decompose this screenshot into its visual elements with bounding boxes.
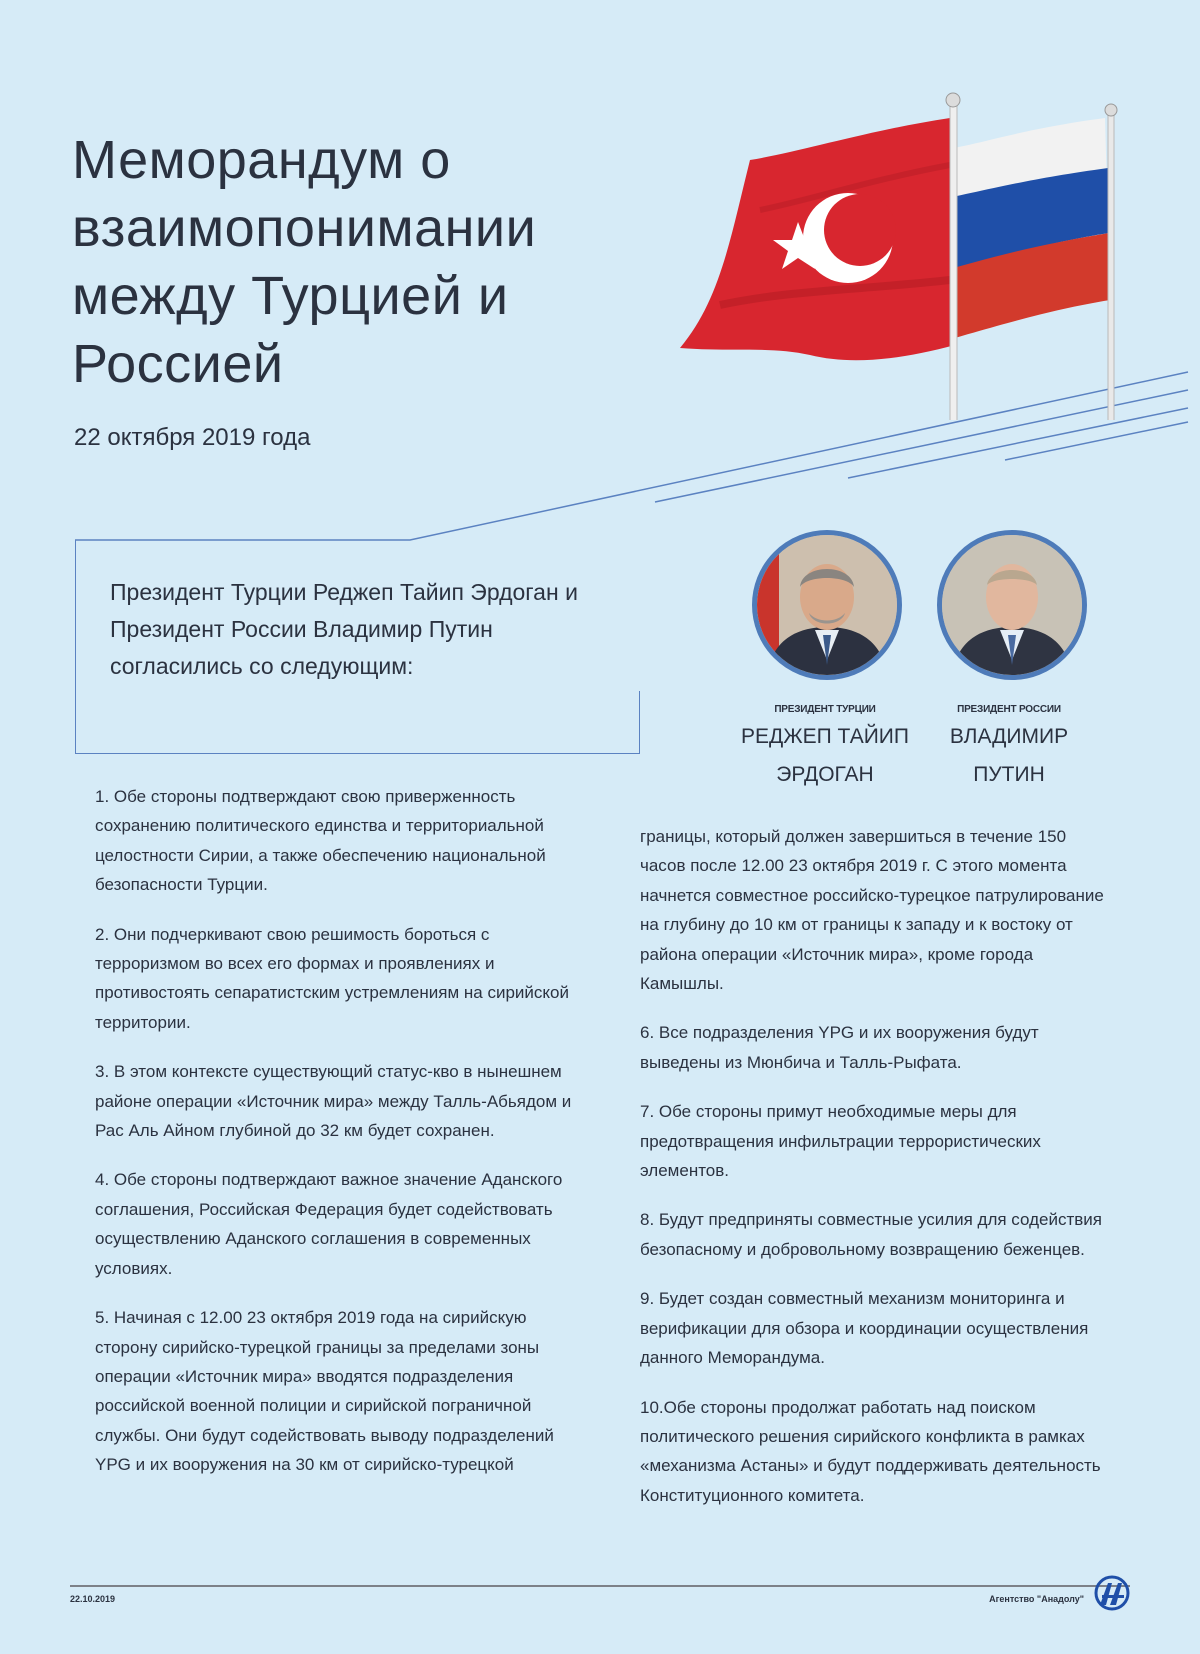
point-10: 10.Обе стороны продолжат работать над поиском политического решения сирийского конфликта в рамках «механизма Астаны» и будут поддерживать деятельность Конституционного комитета. (640, 1397, 1101, 1505)
memorandum-date: 22 октября 2019 года (74, 424, 311, 451)
point-6: 6. Все подразделения YPG и их вооружения будут выведены из Мюнбича и Талль-Рыфата. (640, 1023, 1039, 1072)
erdogan-role: ПРЕЗИДЕНТ ТУРЦИИ (774, 704, 876, 715)
erdogan-name-line2: ЭРДОГАН (776, 763, 874, 786)
point-8: 8. Будут предприняты совместные усилия для содействия безопасному и добровольному возвращению беженцев. (640, 1210, 1102, 1259)
putin-portrait (937, 530, 1087, 680)
putin-role: ПРЕЗИДЕНТ РОССИИ (957, 704, 1061, 715)
point-9: 9. Будет создан совместный механизм мониторинга и верификации для обзора и координации осуществления данного Меморандума. (640, 1289, 1089, 1368)
putin-name-line1: ВЛАДИМИР (949, 725, 1069, 748)
flags-illustration (650, 90, 1130, 420)
anadolu-logo-icon (1092, 1575, 1132, 1611)
footer-agency: Агентство "Анадолу" (989, 1594, 1084, 1604)
erdogan-name-line1: РЕДЖЕП ТАЙИП (741, 725, 909, 748)
point-5: 5. Начиная с 12.00 23 октября 2019 года на сирийскую сторону сирийско-турецкой границы за пределами зоны операции «Источник мира» вводятся подразделения российской военной полиции и сирийской пограничной службы. Они будут содействовать выводу подразделений YPG и их вооружения на 30 км от сирийско-турецкой (95, 1308, 554, 1475)
point-5-continued: границы, который должен завершиться в течение 150 часов после 12.00 23 октября 2019 г. С этого момента начнется совместное российско-турецкое патрулирование на глубину до 10 км от границы к западу и к востоку от района операции «Источник мира», кроме города Камышлы. (640, 827, 1104, 994)
point-3: 3. В этом контексте существующий статус-кво в нынешнем районе операции «Источник мира» между Талль-Абьядом и Рас Аль Айном глубиной до 32 км будет сохранен. (95, 1062, 572, 1141)
erdogan-portrait (752, 530, 902, 680)
footer-date: 22.10.2019 (70, 1594, 116, 1604)
points-left-column (95, 782, 575, 1500)
page-title: Меморандум о взаимопонимании между Турцией и Россией (72, 130, 537, 394)
point-7: 7. Обе стороны примут необходимые меры для предотвращения инфильтрации террористических элементов. (640, 1102, 1041, 1181)
footer-divider (70, 1585, 1130, 1587)
intro-text: Президент Турции Реджеп Тайип Эрдоган и Президент России Владимир Путин согласились со следующим: (110, 579, 578, 679)
point-4: 4. Обе стороны подтверждают важное значение Аданского соглашения, Российская Федерация будет содействовать осуществлению Аданского соглашения в современных условиях. (95, 1170, 563, 1278)
point-2: 2. Они подчеркивают свою решимость бороться с терроризмом во всех его формах и проявлениях и противостоять сепаратистским устремлениям на сирийской территории. (95, 924, 569, 1032)
putin-name-line2: ПУТИН (973, 763, 1045, 786)
points-right-column (640, 822, 1110, 1530)
point-1: 1. Обе стороны подтверждают свою приверженность сохранению политического единства и территориальной целостности Сирии, а также обеспечению национальной безопасности Турции. (95, 787, 546, 895)
turkey-flag-icon (680, 93, 960, 420)
